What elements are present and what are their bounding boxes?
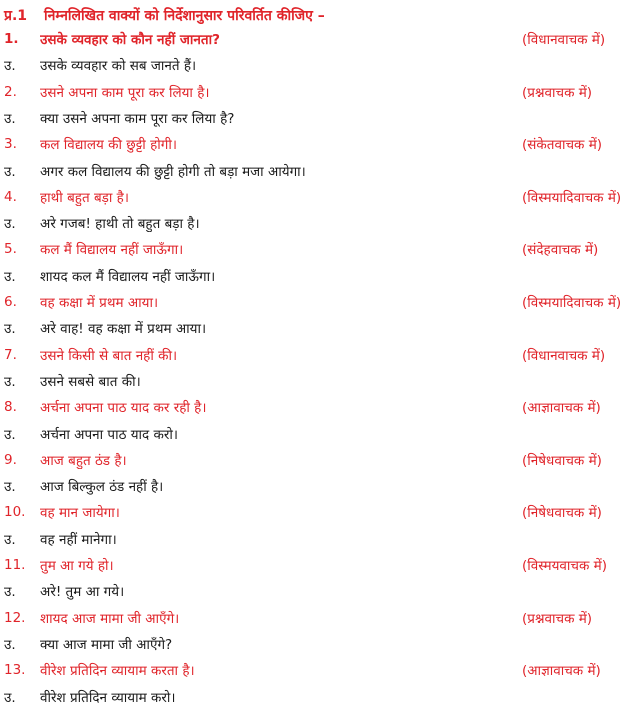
instruction-type: (विस्मयवाचक में) — [522, 558, 607, 574]
answer-text: क्या आज मामा जी आएँगे? — [40, 636, 173, 653]
question-number: 4. — [4, 188, 17, 205]
answer-row — [4, 212, 630, 234]
answer-text: वह नहीं मानेगा। — [40, 531, 117, 548]
question-number: 7. — [4, 346, 17, 363]
instruction-type: (विस्मयादिवाचक में) — [522, 295, 622, 311]
question-row — [4, 554, 630, 576]
answer-text: अरे! तुम आ गये। — [40, 584, 125, 601]
question-number: 3. — [4, 136, 17, 153]
question-row — [4, 238, 630, 260]
question-text: उसने अपना काम पूरा कर लिया है। — [40, 84, 210, 101]
question-row — [4, 186, 630, 208]
question-heading-number: प्र.1 — [4, 7, 28, 24]
answer-label: उ. — [4, 321, 16, 338]
answer-row — [4, 160, 630, 182]
instruction-type: (संदेहवाचक में) — [522, 242, 599, 259]
answer-label: उ. — [4, 531, 16, 548]
answer-row — [4, 633, 630, 655]
instruction-type: (संकेतवाचक में) — [522, 137, 603, 154]
question-text: वह मान जायेगा। — [40, 505, 120, 522]
answer-label: उ. — [4, 216, 16, 233]
answer-label: उ. — [4, 268, 16, 285]
answer-text: उसने सबसे बात की। — [40, 373, 141, 390]
answer-text: शायद कल मैं विद्यालय नहीं जाऊँगा। — [40, 268, 216, 285]
answer-row — [4, 370, 630, 392]
question-number: 10. — [4, 504, 26, 521]
answer-text: अर्चना अपना पाठ याद करो। — [40, 426, 179, 443]
question-text: अर्चना अपना पाठ याद कर रही है। — [40, 400, 207, 417]
question-heading-text: निम्नलिखित वाक्यों को निर्देशानुसार परिवर्तित कीजिए – — [44, 7, 325, 24]
question-text: कल विद्यालय की छुट्टी होगी। — [40, 137, 177, 154]
answer-row — [4, 580, 630, 602]
answer-row — [4, 107, 630, 129]
question-row — [4, 291, 630, 313]
answer-label: उ. — [4, 110, 16, 127]
question-row — [4, 501, 630, 523]
question-text: वह कक्षा में प्रथम आया। — [40, 295, 159, 311]
answer-text: अरे वाह! वह कक्षा में प्रथम आया। — [40, 321, 207, 338]
question-number: 11. — [4, 557, 26, 573]
question-row — [4, 133, 630, 155]
instruction-type: (विधानवाचक में) — [522, 347, 606, 364]
answer-label: उ. — [4, 584, 16, 601]
question-text: हाथी बहुत बड़ा है। — [40, 189, 129, 206]
question-number: 12. — [4, 609, 26, 626]
answer-text: उसके व्यवहार को सब जानते हैं। — [40, 58, 197, 75]
question-number: 8. — [4, 399, 17, 416]
instruction-type: (निषेधवाचक में) — [522, 452, 602, 469]
answer-label: उ. — [4, 58, 16, 75]
instruction-type: (आज्ञावाचक में) — [522, 400, 601, 417]
question-row — [4, 81, 630, 103]
question-number: 5. — [4, 241, 17, 258]
question-row — [4, 396, 630, 418]
question-text: तुम आ गये हो। — [40, 558, 114, 574]
instruction-type: (प्रश्नवाचक में) — [522, 84, 593, 101]
question-heading — [4, 4, 325, 26]
instruction-type: (निषेधवाचक में) — [522, 505, 602, 522]
answer-label: उ. — [4, 426, 16, 443]
answer-label: उ. — [4, 373, 16, 390]
answer-row — [4, 54, 630, 76]
instruction-type: (विस्मयादिवाचक में) — [522, 189, 622, 206]
answer-text: वीरेश प्रतिदिन व्यायाम करो। — [40, 689, 176, 706]
answer-label: उ. — [4, 636, 16, 653]
question-text: उसके व्यवहार को कौन नहीं जानता? — [40, 32, 220, 48]
question-text: आज बहुत ठंड है। — [40, 452, 127, 469]
answer-row — [4, 528, 630, 550]
instruction-type: (आज्ञावाचक में) — [522, 663, 601, 680]
answer-text: अरे गजब! हाथी तो बहुत बड़ा है। — [40, 216, 200, 233]
answer-label: उ. — [4, 689, 16, 706]
question-text: शायद आज मामा जी आएँगे। — [40, 610, 180, 627]
instruction-type: (विधानवाचक में) — [522, 32, 606, 48]
answer-text: अगर कल विद्यालय की छुट्टी होगी तो बड़ा मजा आयेगा। — [40, 163, 306, 180]
question-number: 1. — [4, 31, 19, 47]
instruction-type: (प्रश्नवाचक में) — [522, 610, 593, 627]
question-number: 6. — [4, 294, 17, 310]
question-number: 13. — [4, 662, 26, 679]
question-row — [4, 449, 630, 471]
answer-text: आज बिल्कुल ठंड नहीं है। — [40, 479, 164, 496]
question-number: 2. — [4, 83, 17, 100]
answer-row — [4, 265, 630, 287]
answer-row — [4, 423, 630, 445]
question-number: 9. — [4, 451, 17, 468]
answer-text: क्या उसने अपना काम पूरा कर लिया है? — [40, 110, 235, 127]
answer-row — [4, 686, 630, 708]
question-row — [4, 607, 630, 629]
question-text: कल मैं विद्यालय नहीं जाऊँगा। — [40, 242, 184, 259]
question-row — [4, 659, 630, 681]
answer-label: उ. — [4, 163, 16, 180]
answer-label: उ. — [4, 479, 16, 496]
answer-row — [4, 475, 630, 497]
answer-row — [4, 317, 630, 339]
question-row — [4, 344, 630, 366]
question-text: वीरेश प्रतिदिन व्यायाम करता है। — [40, 663, 195, 680]
question-text: उसने किसी से बात नहीं की। — [40, 347, 178, 364]
question-row — [4, 28, 630, 50]
